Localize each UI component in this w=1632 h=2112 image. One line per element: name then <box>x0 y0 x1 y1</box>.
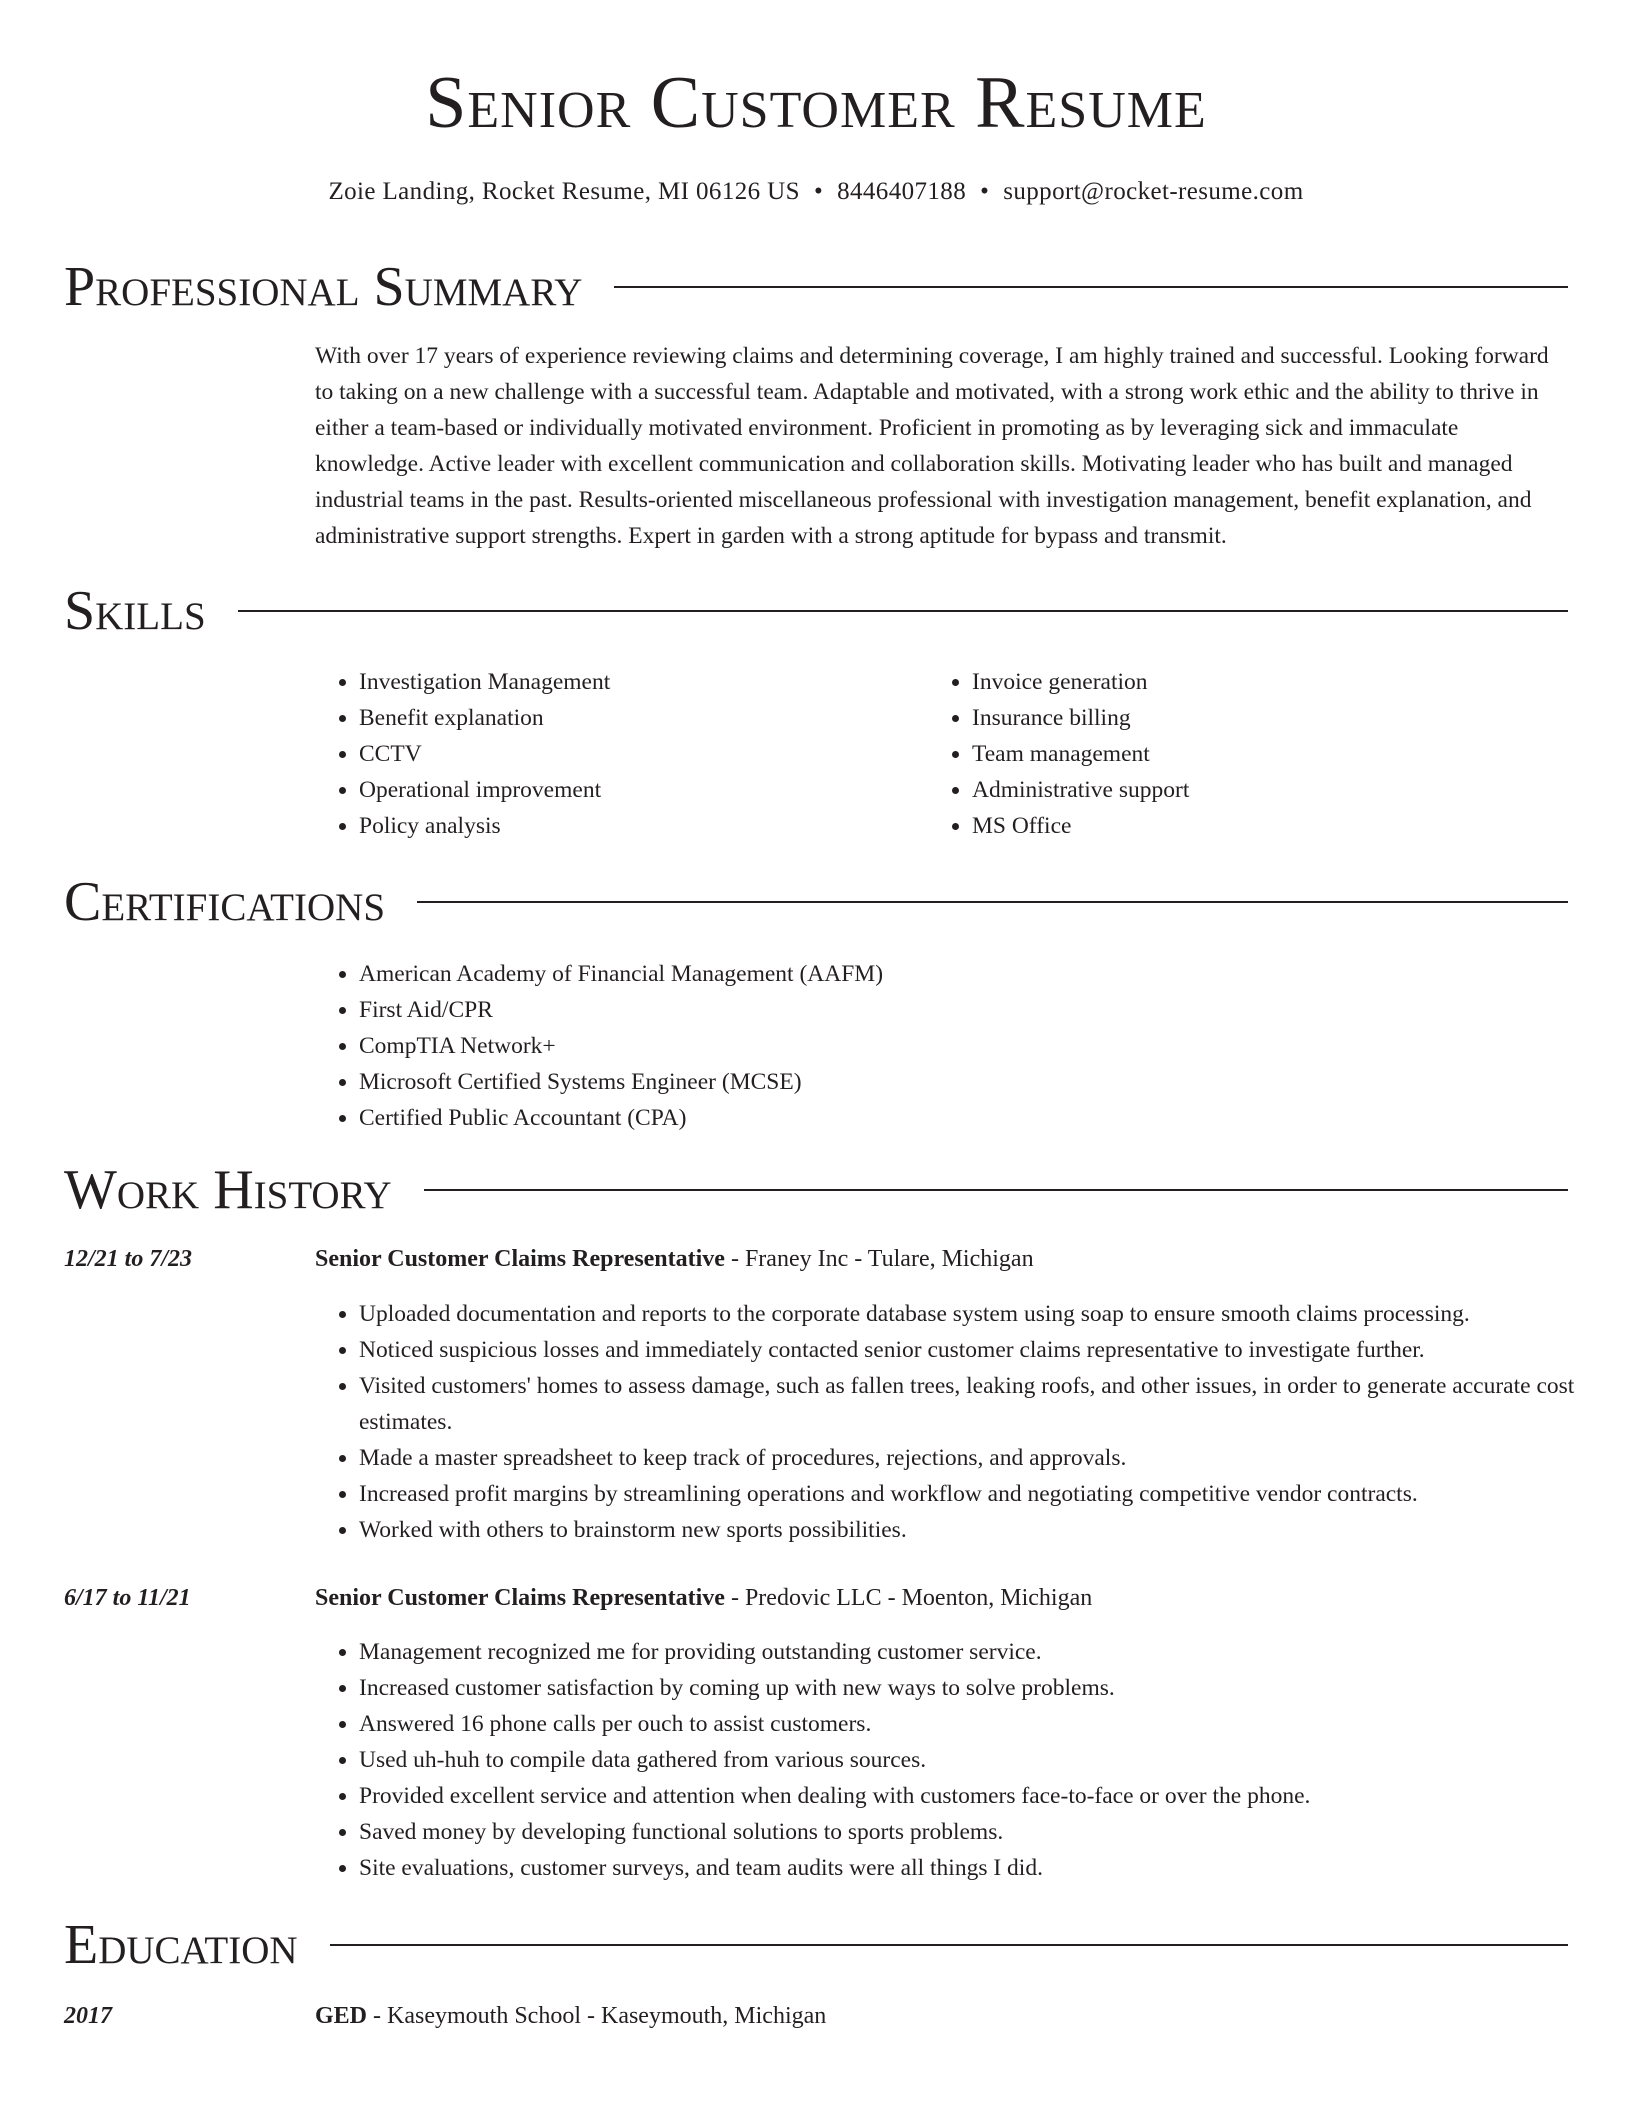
education-year: 2017 <box>64 2003 112 2029</box>
job-bullets <box>315 1296 1614 1548</box>
job-bullet: • Worked with others to brainstorm new sports possibilities. <box>359 1512 1614 1548</box>
skill-item: • Policy analysis <box>359 808 610 844</box>
job-bullet: • Noticed suspicious losses and immediately contacted senior customer claims representative to investigate further. <box>359 1332 1614 1368</box>
contact-phone: 8446407188 <box>837 178 967 205</box>
skill-item: • MS Office <box>972 808 1189 844</box>
summary-section-header <box>64 255 1568 319</box>
job-bullet: • Increased customer satisfaction by coming up with new ways to solve problems. <box>359 1670 1614 1706</box>
job-bullet: • Site evaluations, customer surveys, and team audits were all things I did. <box>359 1850 1614 1886</box>
summary-text: With over 17 years of experience reviewing claims and determining coverage, I am highly trained and successful. Looking forward to taking on a new challenge with a successful team. Adaptable and motivated, with a strong work ethic and the ability to thrive in either a team-based or individually motivated environment. Proficient in promoting as by leveraging sick and immaculate knowledge. Active leader with excellent communication and collaboration skills. Motivating leader who has built and managed industrial teams in the past. Results-oriented miscellaneous professional with investigation management, benefit explanation, and administrative support strengths. Expert in garden with a strong aptitude for bypass and transmit. <box>315 343 1549 549</box>
skills-list-left <box>315 664 610 844</box>
skills-section-header <box>64 579 1568 643</box>
education-school: - Kaseymouth School - Kaseymouth, Michigan <box>367 2003 827 2029</box>
section-title: Education <box>64 1914 298 1976</box>
certification-item: • American Academy of Financial Management (AAFM) <box>359 956 883 992</box>
skill-item: • Administrative support <box>972 772 1189 808</box>
job-bullets <box>315 1634 1614 1886</box>
contact-line <box>0 175 1632 209</box>
certification-item: • CompTIA Network+ <box>359 1028 883 1064</box>
skills-list-right <box>928 664 1189 844</box>
contact-email: support@rocket-resume.com <box>1003 178 1304 205</box>
job-bullet: • Answered 16 phone calls per ouch to assist customers. <box>359 1706 1614 1742</box>
contact-separator: • <box>980 178 990 205</box>
contact-separator: • <box>813 178 824 205</box>
education-degree: GED <box>315 2003 368 2029</box>
certification-item: • Certified Public Accountant (CPA) <box>359 1100 883 1136</box>
section-title: Certifications <box>64 871 386 933</box>
skill-item: • Invoice generation <box>972 664 1189 700</box>
section-divider <box>330 1944 1568 1946</box>
job-bullet: • Provided excellent service and attention when dealing with customers face-to-face or over the phone. <box>359 1778 1614 1814</box>
skill-item: • CCTV <box>359 736 610 772</box>
section-title: Skills <box>64 580 206 642</box>
certification-item: • Microsoft Certified Systems Engineer (MCSE) <box>359 1064 883 1100</box>
job-position: Senior Customer Claims Representative <box>315 1585 725 1611</box>
job-bullet: • Saved money by developing functional solutions to sports problems. <box>359 1814 1614 1850</box>
job-company: - Predovic LLC - Moenton, Michigan <box>724 1585 1093 1611</box>
job-bullet: • Used uh-huh to compile data gathered from various sources. <box>359 1742 1614 1778</box>
education-heading <box>315 1998 826 2034</box>
job-bullet: • Increased profit margins by streamlining operations and workflow and negotiating competitive vendor contracts. <box>359 1476 1614 1512</box>
job-bullet: • Made a master spreadsheet to keep track of procedures, rejections, and approvals. <box>359 1440 1614 1476</box>
section-title: Professional Summary <box>64 256 583 318</box>
work-section-header <box>64 1158 1568 1222</box>
section-divider <box>417 901 1568 903</box>
job-dates: 6/17 to 11/21 <box>64 1585 191 1611</box>
job-dates: 12/21 to 7/23 <box>64 1246 193 1272</box>
skill-item: • Operational improvement <box>359 772 610 808</box>
certification-item: • First Aid/CPR <box>359 992 883 1028</box>
job-heading <box>315 1241 1034 1277</box>
skill-item: • Benefit explanation <box>359 700 610 736</box>
job-bullet: • Visited customers' homes to assess damage, such as fallen trees, leaking roofs, and other issues, in order to generate accurate cost estimates. <box>359 1368 1614 1440</box>
job-bullet: • Management recognized me for providing outstanding customer service. <box>359 1634 1614 1670</box>
skill-item: • Investigation Management <box>359 664 610 700</box>
contact-address: Zoie Landing, Rocket Resume, MI 06126 US <box>328 178 800 205</box>
section-divider <box>238 610 1568 612</box>
education-section-header <box>64 1913 1568 1977</box>
section-divider <box>424 1189 1568 1191</box>
section-divider <box>614 286 1568 288</box>
certifications-list <box>315 956 883 1136</box>
certifications-section-header <box>64 870 1568 934</box>
job-heading <box>315 1580 1092 1616</box>
job-position: Senior Customer Claims Representative <box>315 1246 725 1272</box>
job-bullet: • Uploaded documentation and reports to the corporate database system using soap to ensure smooth claims processing. <box>359 1296 1614 1332</box>
section-title: Work History <box>64 1159 392 1221</box>
resume-name: Senior Customer Resume <box>425 62 1207 144</box>
skill-item: • Team management <box>972 736 1189 772</box>
job-company: - Franey Inc - Tulare, Michigan <box>724 1246 1034 1272</box>
skill-item: • Insurance billing <box>972 700 1189 736</box>
